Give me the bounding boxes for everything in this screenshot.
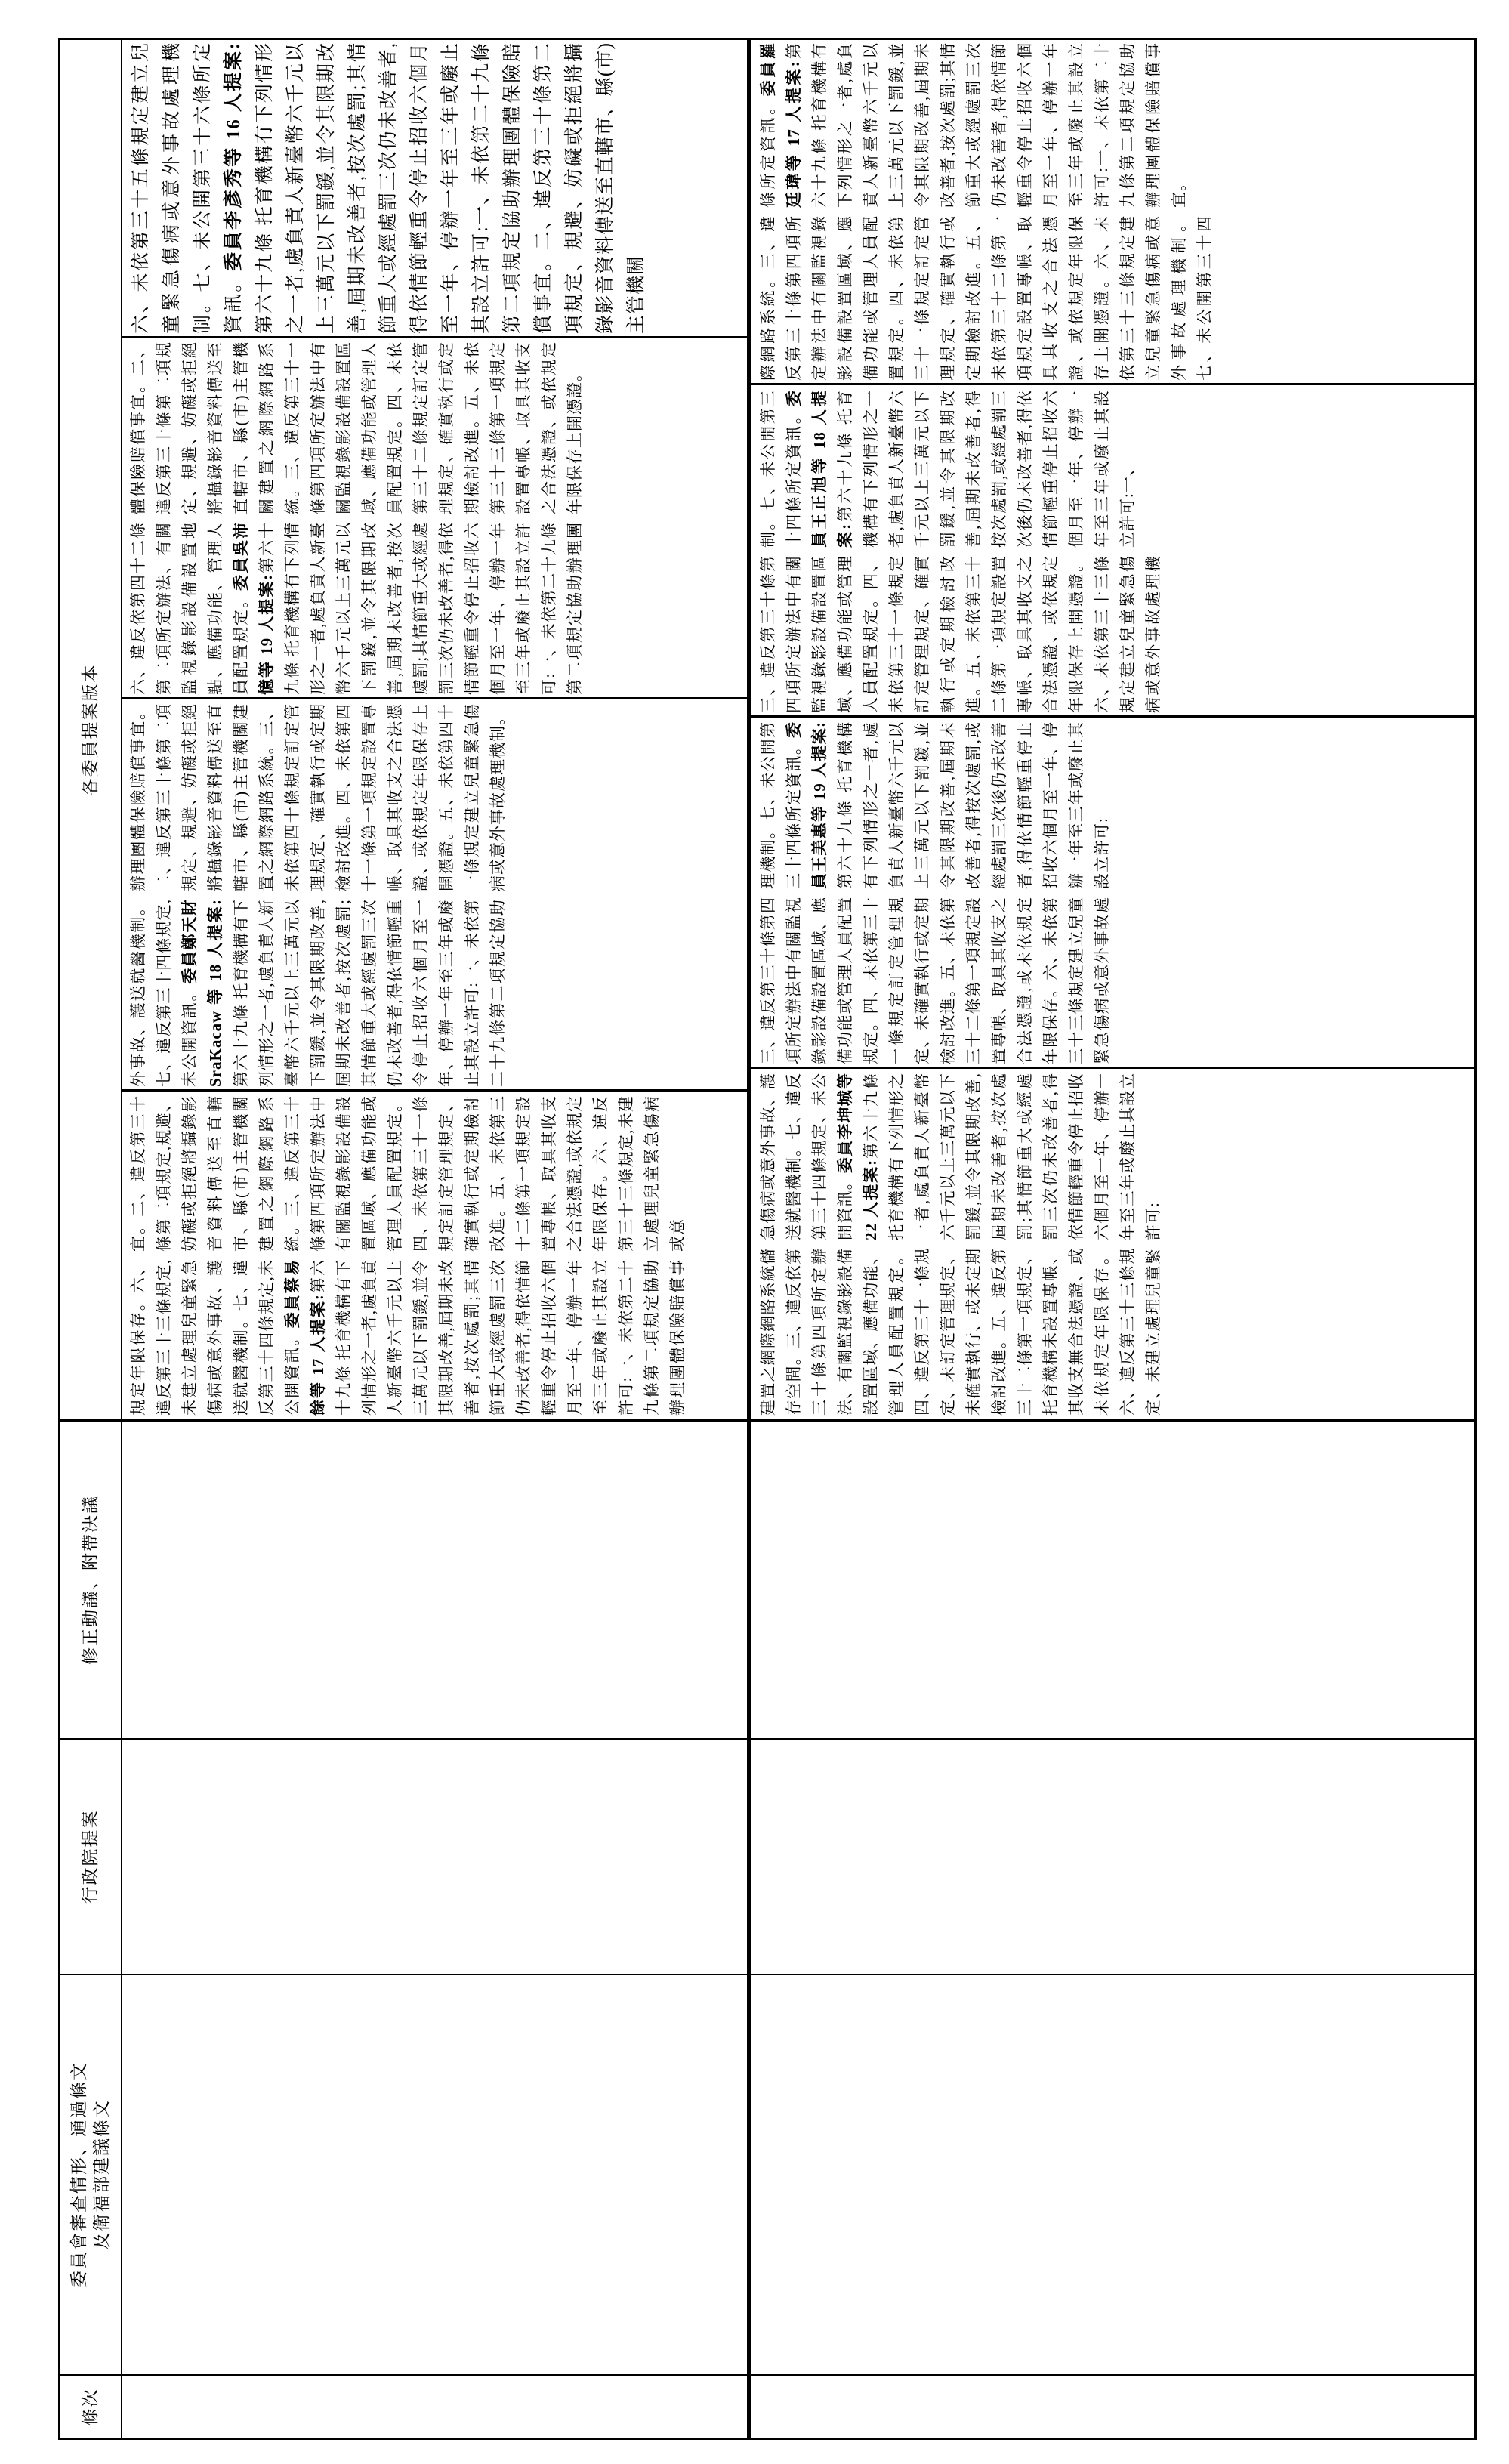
proposal-zheng-tian-cai-tail: 外事故、護送就醫機制。七、違反第三十四條規定,未公開資訊。	[129, 899, 199, 1087]
proposal-box-wang-zheng-xu	[755, 390, 1471, 713]
proposal-zheng-tian-cai-header: 委員鄭天財 SraKacaw 等 18 人提案:	[181, 898, 224, 1087]
proposal-box-wang-mei-hui	[755, 721, 1471, 1064]
cell-review-empty	[122, 1975, 1474, 2374]
header-executive-yuan: 行政院提案	[80, 1809, 100, 1904]
proposal-box-cai-yi-yu	[125, 1095, 745, 1416]
proposal-box-zheng-tian-cai	[125, 703, 745, 1087]
proposal-luo-ting-wei-body: 第六十九條 托育機構有下列情形之一者,處負責人新臺幣六千元以上三萬元以下罰鍰,並令其限期改善,屆期未改善者,按次處罰;其情節重大或經處罰三次仍未改善者,得依情節輕重令停止招收六個月至一年、停辦一年至三年或廢止其設立許可:一、未依第二十九條第二項規定協助辦理團體保險賠償事宜。	[785, 42, 1188, 208]
proposal-box-wu-pei-yi	[125, 341, 745, 695]
proposal-wang-zheng-xu-header: 委員王正旭等 18 人提案:	[785, 390, 854, 548]
header-committee-review-line2: 及衛福部建議條文	[91, 2099, 111, 2250]
proposal-cai-yi-yu-tail: 規定年限保存。六、違反第三十三條規定,未建立處理兒童緊急傷病或意外事故、護送就醫機制。七、違反第三十四條規定,未公開資訊。	[129, 1259, 301, 1416]
header-committee-review	[60, 1975, 121, 2374]
proposal-wu-pei-yi-header: 委員吳沛憶等 19 人提案:	[232, 522, 276, 695]
proposal-li-yan-xiu-tail: 六、未依第三十五條規定建立兒童緊急傷病或意外事故處理機制。七、未公開第三十六條所定資訊。	[131, 42, 244, 334]
divider-s1-a	[122, 1089, 747, 1092]
divider-s1-b	[122, 697, 747, 699]
proposal-box-li-yan-xiu	[125, 42, 745, 334]
proposal-box-li-kun-cheng	[755, 1073, 1471, 1416]
header-committee-review-line1: 委員會審查情形、通過條文	[69, 2061, 88, 2288]
proposal-li-kun-cheng-header: 委員李坤城等 22 人提案:	[836, 1073, 880, 1240]
proposal-li-kun-cheng-body: 第六十九條 托育機構有下列情形之一者,處負責人新臺幣六千元以上三萬元以下罰鍰,並令其限期改善,屆期未改善者,按次處罰;其情節重大或經處罰三次仍未改善者,得依情節輕重令停止招收六個月至一年、停辦一年至三年或廢止其設立許可:	[862, 1073, 1162, 1240]
proposal-zheng-tian-cai-body: 第六十九條 托育機構有下列情形之一者,處負責人新臺幣六千元以上三萬元以下罰鍰,並令其限期改善,屆期未改善者,按次處罰;其情節重大或經處罰三次仍未改善者,得依情節輕重令停止招收六個月至一年、停辦一年至三年或廢止其設立許可:一、未依第二十九條第二項規定協助辦理團體保險賠償事宜。二、違反第三十條第二項規定、規避、妨礙或拒絕將攝錄影音資料傳送至直轄市、縣(市)主管機關建置之網際網路系統。三、未依第四十條規定訂定管理規定、確實執行或定期檢討改進。四、未依第四十一條第一項規定設置專帳、取具其收支之合法憑證、或依規定年限保存上開憑證。五、未依第四十一條規定建立兒童緊急傷病或意外事故處理機制。	[129, 703, 507, 1087]
proposal-box-luo-ting-wei	[755, 42, 1471, 381]
proposal-wu-pei-yi-body: 第六十九條 托育機構有下列情形之一者,處負責人新臺幣六千元以上三萬元以下罰鍰,並令其限期改善,屆期未改善者,按次處罰;其情節重大或經處罰三次仍未改善者,得依情節輕重令停止招收六個月至一年、停辦一年至三年或廢止其設立許可:一、未依第二十九條第二項規定協助辦理團體保險賠償事宜。二、違反第三十條第二項規定、規避、妨礙或拒絕將攝錄影音資料傳送至直轄市、縣(市)主管機關建置之網際網路系統。三、違反第三十一條第四項所定辦法中有關監視錄影設備設置區域、應備功能或管理人員配置規定。四、未依第三十二條規定訂定管理規定、確實執行或定期檢討改進。五、未依第三十三條第一項規定設置專帳、取具其收支之合法憑證、或依規定年限保存上開憑證。	[129, 341, 584, 695]
proposal-li-kun-cheng-tail: 建置之網際網路系統儲存空間。三、違反依第三十條第四項所定辦法、有關監視錄影設備設置區域、應備功能、管理人員配置規定。四、違反第三十一條規定、未訂定管理規定、未確實執行、或未定期檢討改進。五、違反第三十二條第一項規定、托育機構未設置專帳、其收支無合法憑證、或未依規定年限保存。六、違反第三十三條規定、未建立處理兒童緊急傷病或意外事故、護送就醫機制。七、違反第三十四條規定、未公開資訊。	[759, 1073, 1162, 1416]
header-motions: 修正動議、附帶決議	[80, 1495, 100, 1665]
header-member-versions: 各委員提案版本	[80, 663, 100, 796]
proposal-wu-pei-yi-tail: 六、違反依第四十二條第二項所定辦法、有關監視錄影設備設置地點、應備功能、管理人員配置規定。	[129, 522, 250, 695]
proposal-luo-ting-wei-header: 委員羅廷瑋等 17 人提案:	[759, 42, 803, 208]
divider-s2-a	[751, 1067, 1477, 1069]
cell-tiaoci-empty	[122, 2376, 1474, 2438]
proposal-wang-mei-hui-tail: 三、違反第三十條第四項所定辦法中有關監視錄影設備設置區域、應備功能或管理人員配置規定。四、未依第三十一條規定訂定管理規定、未確實執行或定期檢討改進。五、未依第三十二條第一項規定設置專帳、取具其收支之合法憑證,或未依規定年限保存。六、未依第三十三條規定建立兒童緊急傷病或意外事故處理機制。七、未公開第三十四條所定資訊。	[759, 721, 1111, 1064]
proposal-li-yan-xiu-body: 第六十九條 托育機構有下列情形之一者,處負責人新臺幣六千元以上三萬元以下罰鍰,並令其限期改善,屆期未改善者,按次處罰;其情節重大或經處罰三次仍未改善者,得依情節輕重令停止招收六個月至一年、停辦一年至三年或廢止其設立許可:一、未依第二十九條第二項規定協助辦理團體保險賠償事宜。二、違反第三十條第二項規定、規避、妨礙或拒絕將攝錄影音資料傳送至直轄市、縣(市)主管機關	[255, 42, 646, 334]
proposal-luo-ting-wei-tail: 際網路系統。三、違反第三十條第四項所定辦法中有關監視錄影設備設置區域、應備功能或管理人員配置規定。四、未依第三十一條規定訂定管理規定、確實執行或定期檢討改進。五、未依第三十二條第一項規定設置專帳、取具其收支之合法憑證、或依規定年限保存上開憑證。六、未依第三十三條規定建立兒童緊急傷病或意外事故處理機制。七、未公開第三十四條所定資訊。	[759, 96, 1214, 381]
proposal-wang-mei-hui-body: 第六十九條 托育機構有下列情形之一者,處負責人新臺幣六千元以上三萬元以下罰鍰,並令其限期改善,屆期未改善者,得按次處罰,或經處罰三次後仍未改善者,得依情節輕重停止招收六個月至一年、停辦一年至三年或廢止其設立許可:	[836, 721, 1111, 889]
table-border-right	[58, 38, 1477, 40]
proposal-wang-zheng-xu-tail: 三、違反第三十條第四項所定辦法中有關監視錄影設備設置區域、應備功能或管理人員配置規定。四、未依第三十一條規定訂定管理規定、確實執行或定期檢討改進。五、未依第三十二條第一項規定設置專帳、取具其收支之合法憑證、或依規定年限保存上開憑證。六、未依第三十三條規定建立兒童緊急傷病或意外事故處理機制。七、未公開第三十四條所定資訊。	[759, 390, 1162, 713]
table-border-bottom	[1474, 38, 1477, 2440]
proposal-wang-mei-hui-header: 委員王美惠等 19 人提案:	[785, 721, 829, 889]
cell-motions-empty	[122, 1422, 1474, 1738]
cell-executive-empty	[122, 1740, 1474, 1974]
divider-s2-b	[751, 715, 1477, 718]
divider-s1-c	[122, 336, 747, 338]
divider-s2-c	[751, 383, 1477, 385]
proposal-cai-yi-yu-body: 第六十九條 托育機構有下列情形之一者,處負責人新臺幣六千元以上三萬元以下罰鍰,並令其限期改善,屆期未改善者,按次處罰;其情節重大或經處罰三次仍未改善者,得依情節輕重令停止招收六個月至一年、停辦一年至三年或廢止其設立許可:一、未依第二十九條第二項規定協助辦理團體保險賠償事宜。二、違反第三十條第二項規定,規避、妨礙或拒絕將攝錄影音資料傳送至直轄市、縣(市)主管機關建置之網際網路系統。三、違反第三十條第四項所定辦法中有關監視錄影設備設置區域、應備功能或管理人員配置規定。四、未依第三十一條規定訂定管理規定、確實執行或定期檢討改進。五、未依第三十二條第一項規定設置專帳、取具其收支之合法憑證,或依規定年限保存。六、違反第三十三條規定,未建立處理兒童緊急傷病或意	[129, 1095, 687, 1416]
proposal-wang-zheng-xu-body: 第六十九條 托育機構有下列情形之一者,處負責人新臺幣六千元以上三萬元以下罰鍰,並令其限期改善,屆期未改善者,得按次處罰,或經處罰三次後仍未改善者,得依情節輕重停止招收六個月至一年、停辦一年至三年或廢止其設立許可:一、	[836, 390, 1137, 548]
proposal-li-yan-xiu-header: 委員李彥秀等 16 人提案:	[224, 42, 244, 272]
proposal-cai-yi-yu-header: 委員蔡易餘等 17 人提案:	[283, 1259, 327, 1416]
header-tiao-ci: 條次	[80, 2388, 100, 2426]
